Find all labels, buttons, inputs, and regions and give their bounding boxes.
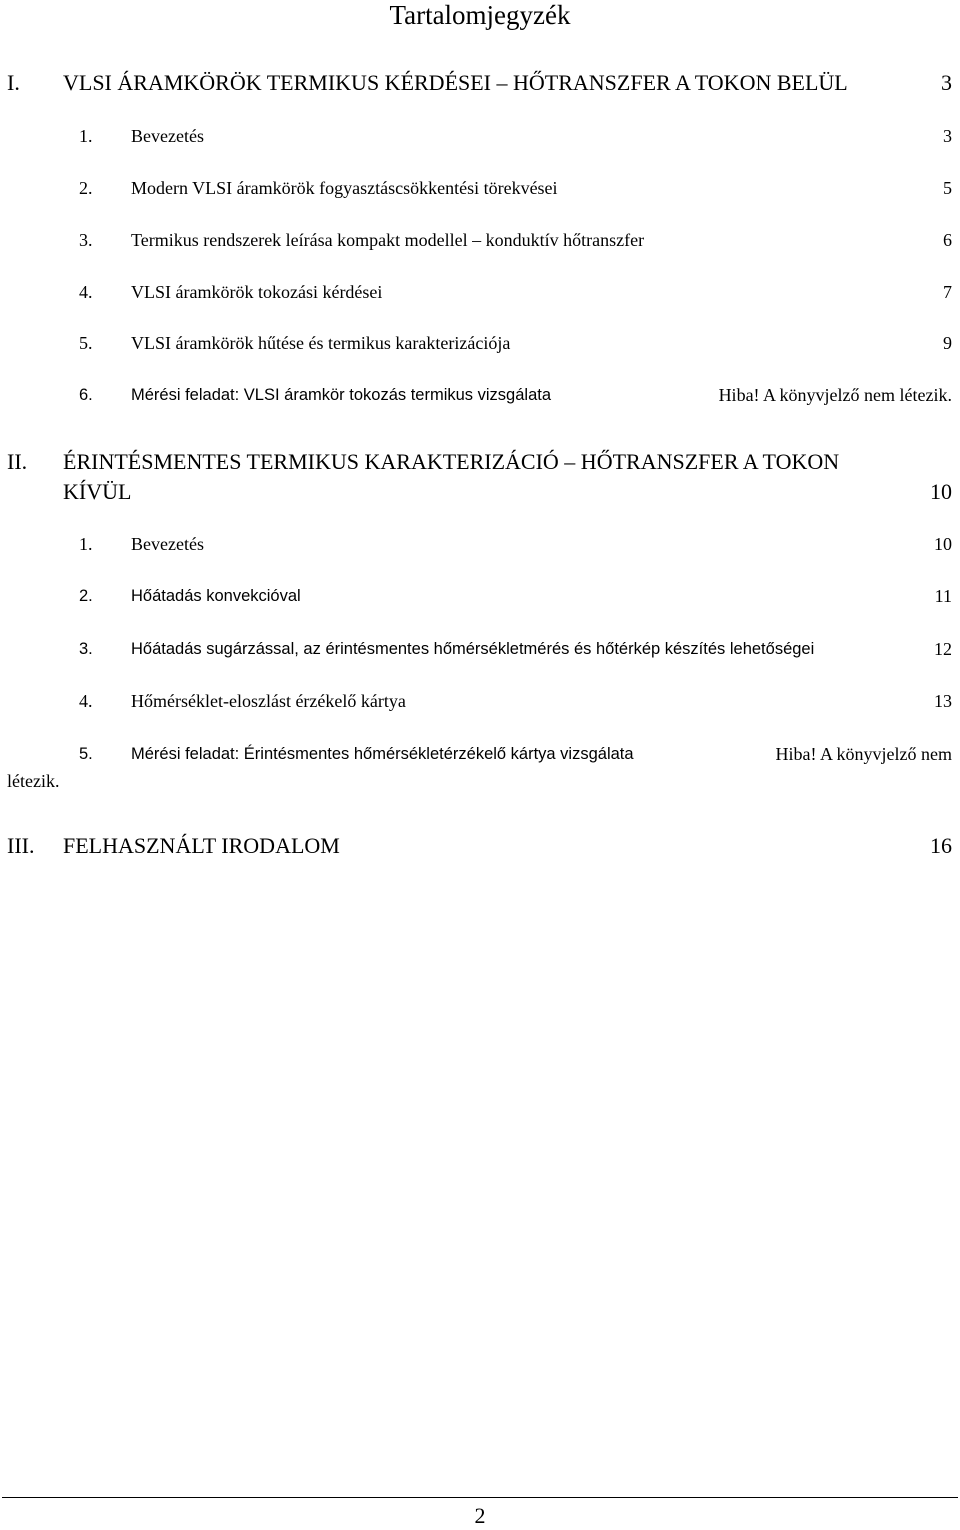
- entry-title: Hőátadás konvekcióval: [131, 587, 301, 605]
- section-page: 10: [930, 479, 952, 504]
- entry-title: VLSI áramkörök tokozási kérdései: [131, 282, 383, 302]
- section-title-line1: ÉRINTÉSMENTES TERMIKUS KARAKTERIZÁCIÓ – HŐTRANSZFER A TOKON: [63, 449, 840, 474]
- toc-entry-2-2[interactable]: [0, 581, 960, 611]
- entry-page: 6: [943, 230, 952, 250]
- entry-number: 1.: [79, 126, 93, 146]
- entry-number: 5.: [79, 333, 93, 353]
- entry-title: Hőátadás sugárzással, az érintésmentes hőmérsékletmérés és hőtérkép készítés lehetőségei: [131, 640, 815, 658]
- entry-page: 11: [934, 586, 952, 606]
- section-title: VLSI ÁRAMKÖRÖK TERMIKUS KÉRDÉSEI – HŐTRANSZFER A TOKON BELÜL: [63, 70, 848, 95]
- footer-divider: [2, 1497, 958, 1498]
- entry-title: Termikus rendszerek leírása kompakt modellel – konduktív hőtranszfer: [131, 230, 645, 250]
- toc-entry-1-6[interactable]: [0, 380, 960, 410]
- section-number: III.: [7, 833, 35, 858]
- entry-page: 3: [943, 126, 952, 146]
- toc-entry-1-3[interactable]: [0, 225, 960, 255]
- toc-entry-2-4[interactable]: [0, 686, 960, 716]
- toc-title: Tartalomjegyzék: [389, 0, 571, 30]
- section-number: I.: [7, 70, 20, 95]
- entry-number: 1.: [79, 534, 93, 554]
- entry-number: 6.: [79, 386, 93, 404]
- entry-title: Bevezetés: [131, 126, 204, 146]
- toc-entry-2-5[interactable]: [0, 739, 960, 769]
- entry-page: 5: [943, 178, 952, 198]
- entry-page-error: Hiba! A könyvjelző nem létezik.: [718, 385, 952, 405]
- entry-title: VLSI áramkörök hűtése és termikus karakterizációja: [131, 333, 511, 353]
- entry-number: 3.: [79, 230, 93, 250]
- entry-title: Mérési feladat: Érintésmentes hőmérsékletérzékelő kártya vizsgálata: [131, 745, 634, 763]
- toc-section-2[interactable]: [0, 447, 960, 477]
- entry-number: 4.: [79, 691, 93, 711]
- section-page: 3: [941, 70, 952, 95]
- page-number: 2: [474, 1503, 486, 1528]
- entry-page: 7: [943, 282, 952, 302]
- section-title: FELHASZNÁLT IRODALOM: [63, 833, 340, 858]
- toc-entry-1-2[interactable]: [0, 173, 960, 203]
- entry-number: 2.: [79, 178, 93, 198]
- entry-title: Bevezetés: [131, 534, 204, 554]
- entry-title: Hőmérséklet-eloszlást érzékelő kártya: [131, 691, 406, 711]
- entry-title: Modern VLSI áramkörök fogyasztáscsökkentési törekvései: [131, 178, 558, 198]
- entry-number: 4.: [79, 282, 93, 302]
- toc-section-3[interactable]: [0, 831, 960, 861]
- toc-entry-2-3[interactable]: [0, 634, 960, 664]
- toc-entry-2-1[interactable]: [0, 529, 960, 559]
- toc-section-2-cont[interactable]: [0, 477, 960, 507]
- entry-page-error: Hiba! A könyvjelző nem: [775, 744, 952, 764]
- entry-page: 13: [934, 691, 952, 711]
- section-page: 16: [930, 833, 952, 858]
- toc-entry-1-1[interactable]: [0, 121, 960, 151]
- entry-page-error-wrap: létezik.: [7, 771, 60, 791]
- entry-page: 9: [943, 333, 952, 353]
- entry-page: 10: [934, 534, 952, 554]
- entry-page: 12: [934, 639, 952, 659]
- section-title-line2: KÍVÜL: [63, 479, 132, 504]
- toc-entry-1-5[interactable]: [0, 328, 960, 358]
- toc-section-1[interactable]: [0, 68, 960, 98]
- entry-number: 2.: [79, 587, 93, 605]
- entry-number: 5.: [79, 745, 93, 763]
- section-number: II.: [7, 449, 28, 474]
- entry-title: Mérési feladat: VLSI áramkör tokozás termikus vizsgálata: [131, 386, 552, 404]
- entry-number: 3.: [79, 640, 93, 658]
- toc-entry-1-4[interactable]: [0, 277, 960, 307]
